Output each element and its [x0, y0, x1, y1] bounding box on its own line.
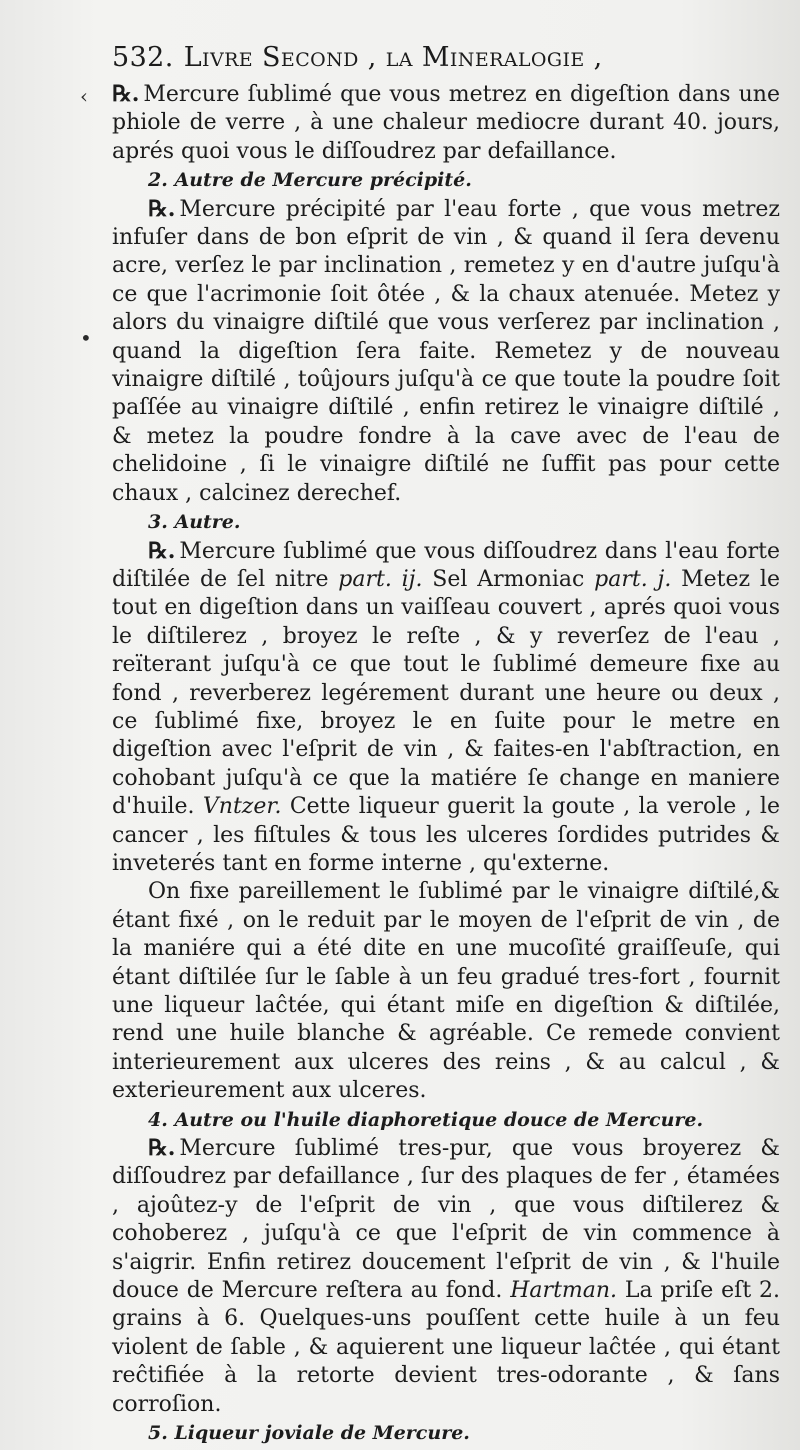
- recipe-symbol: ℞.: [112, 81, 140, 107]
- margin-mark: ‹: [80, 84, 88, 108]
- section-2-text: Mercure précipité par l'eau forte , que vous metrez infuſer dans de bon eſprit de vin , & quand il ſera devenu acre, verſez le par inclination , remetez y en d'autre juſqu'à ce que l'acrimonie ſoit ôtée , & la chaux atenuée. Metez y alors du vinaigre diſtilé que vous verſerez par inclination , quand la digeſtion ſera faite. Remetez y de nouveau vinaigre diſtilé , toûjours juſqu'à ce que toute la poudre ſoit paſſée au vinaigre diſtilé , enfin retirez le vinaigre diſtilé , & metez la poudre fondre à la cave avec de l'eau de chelidoine , ſi le vinaigre diſtilé ne ſuffit pas pour cette chaux , calcinez derechef.: [112, 196, 780, 506]
- section-heading-4: 4. Autre ou l'huile diaphoretique douce de Mercure.: [148, 1108, 704, 1131]
- running-head-title: Livre Second , la Mineralogie ,: [183, 42, 603, 73]
- intro-paragraph: [112, 80, 780, 166]
- section-4-text-1: Mercure ſublimé tres-pur, que vous broyerez & diſſoudrez par defaillance , ſur des plaques de fer , étamées , ajoûtez-y de l'eſprit de vin , que vous diſtilerez & cohoberez , juſqu'à ce que l'eſprit de vin commence à s'aigrir. Enfin retirez doucement l'eſprit de vin , & l'huile douce de Mercure reſtera au fond.: [112, 1136, 780, 1304]
- section-4-text-2: La priſe eſt 2. grains à 6. Quelques-uns pouſſent cette huile à un feu violent de ſable , & aquierent une liqueur laĉtée , qui étant reĉtifiée à la retorte devient tres-odorante , & ſans corroſion.: [112, 1278, 780, 1417]
- running-head: [112, 36, 780, 80]
- section-heading-3: 3. Autre.: [148, 511, 241, 534]
- section-3-text-3: Metez le tout en digeſtion dans un vaiſſeau couvert , aprés quoi vous le diſtilerez , broyez le reſte , & y reverſez de l'eau , reïterant juſqu'à ce que tout le ſublimé demeure fixe au fond , reverberez legérement durant une heure ou deux , ce ſublimé fixe, broyez le en ſuite pour le metre en digeſtion avec l'eſprit de vin , & faites-en l'abſtraction, en cohobant juſqu'à ce que la matiére ſe change en maniere d'huile.: [112, 566, 780, 820]
- dose: part. ij.: [338, 566, 423, 592]
- intro-text: Mercure ſublimé que vous metrez en digeſtion dans une phiole de verre , à une chaleur mediocre durant 40. jours, aprés quoi vous le diſſoudrez par defaillance.: [112, 82, 780, 164]
- section-4-paragraph: [112, 1134, 780, 1419]
- recipe-symbol: ℞.: [148, 1135, 176, 1162]
- section-3-paragraph: [112, 537, 780, 879]
- page-text: [112, 36, 780, 1448]
- section-3-text-1: Mercure ſublimé que vous diſſoudrez dans l'eau forte diſtilée de ſel nitre: [112, 538, 780, 592]
- page-number: 532.: [112, 42, 174, 73]
- recipe-symbol: ℞.: [148, 537, 176, 564]
- margin-mark: •: [80, 326, 92, 350]
- section-heading-2: 2. Autre de Mercure précipité.: [148, 169, 472, 192]
- dose: part. j.: [594, 566, 672, 592]
- section-2-paragraph: [112, 195, 780, 508]
- section-3-paragraph-2: On fixe pareillement le ſublimé par le vinaigre diſtilé,& étant fixé , on le reduit par le moyen de l'eſprit de vin , de la maniére qui a été dite en une mucoſité graiſſeuſe, qui étant diſtilée ſur le ſable à un feu gradué tres-fort , fournit une liqueur laĉtée, qui étant miſe en digeſtion & diſtilée, rend une huile blanche & agréable. Ce remede convient interieurement aux ulceres des reins , & au calcul , & exterieurement aux ulceres.: [112, 879, 780, 1104]
- section-3-text-2: Sel Armoniac: [432, 566, 585, 592]
- author-citation: Hartman.: [510, 1278, 618, 1304]
- section-3-text-4: Cette liqueur guerit la goute , la verole , le cancer , les fiſtules & tous les ulceres ſordides putrides & inveterés tant en forme interne , qu'externe.: [112, 794, 780, 876]
- author-citation: Vntzer.: [202, 794, 282, 820]
- recipe-symbol: ℞.: [148, 195, 176, 222]
- section-heading-5: 5. Liqueur joviale de Mercure.: [148, 1422, 470, 1445]
